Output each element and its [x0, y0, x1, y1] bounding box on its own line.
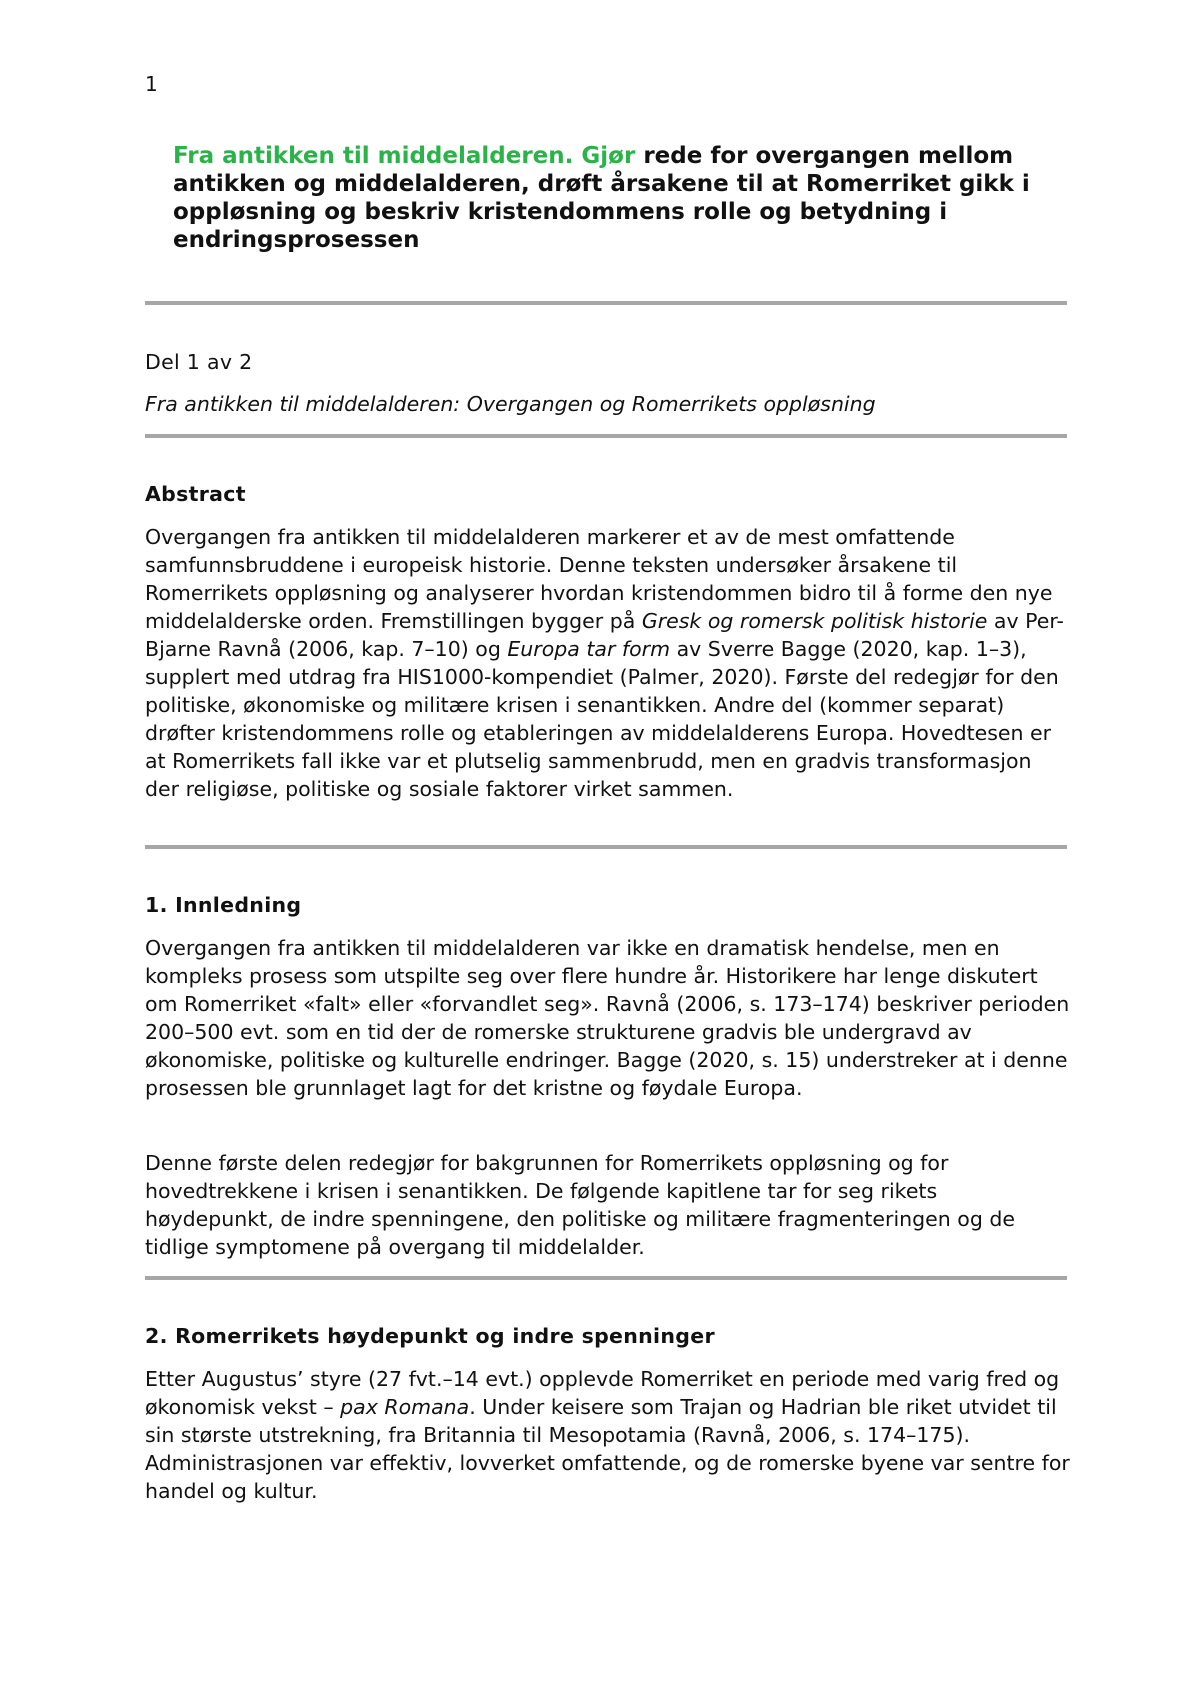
part-title: Fra antikken til middelalderen: Overgangen og Romerrikets oppløsning [145, 392, 876, 416]
section-2 [145, 1324, 1070, 1348]
book-title-ravna: Gresk og romersk politisk historie [641, 609, 988, 633]
part-label: Del 1 av 2 [145, 350, 253, 374]
abstract-text-2: av Per-Bjarne Ravnå (2006, kap. 7–10) og [145, 609, 1064, 661]
section-1-body-2 [145, 1149, 1070, 1261]
abstract-text-1: Overgangen fra antikken til middelalderen markerer et av de mest omfattende samfunnsbruddene i europeisk historie. Denne teksten undersøker årsakene til Romerrikets oppløsning og analyserer hvordan kristendommen bidro til å forme den nye middelalderske orden. Fremstillingen bygger på [145, 525, 1053, 633]
section-2-text-1: Etter Augustus’ styre (27 fvt.–14 evt.) opplevde Romerriket en periode med varig fred og økonomisk vekst – [145, 1367, 1060, 1419]
section-1-paragraph-2: Denne første delen redegjør for bakgrunnen for Romerrikets oppløsning og for hovedtrekkene i krisen i senantikken. De følgende kapitlene tar for seg rikets høydepunkt, de indre spenningene, den politiske og militære fragmenteringen og de tidlige symptomene på overgang til middelalder. [145, 1151, 1015, 1259]
book-title-bagge: Europa tar form [507, 637, 671, 661]
section-1-paragraph-1: Overgangen fra antikken til middelalderen var ikke en dramatisk hendelse, men en kompleks prosess som utspilte seg over flere hundre år. Historikere har lenge diskutert om Romerriket «falt» eller «forvandlet seg». Ravnå (2006, s. 173–174) beskriver perioden 200–500 evt. som en tid der de romerske strukturene gradvis ble undergravd av økonomiske, politiske og kulturelle endringer. Bagge (2020, s. 15) understreker at i denne prosessen ble grunnlaget lagt for det kristne og føydale Europa. [145, 936, 1070, 1100]
section-1-heading: 1. Innledning [145, 893, 302, 917]
assignment-prompt [173, 142, 1073, 254]
part-title-block [145, 392, 1070, 416]
section-2-paragraph-1 [145, 1365, 1070, 1505]
divider [145, 845, 1067, 849]
abstract-paragraph [145, 523, 1070, 803]
section-1-body [145, 934, 1070, 1102]
assignment-verb: Gjør [581, 143, 636, 169]
section-1 [145, 893, 1070, 917]
divider [145, 1276, 1067, 1280]
abstract-heading: Abstract [145, 482, 246, 506]
latin-term: pax Romana [340, 1395, 470, 1419]
section-2-heading: 2. Romerrikets høydepunkt og indre spenninger [145, 1324, 715, 1348]
abstract-section [145, 482, 1070, 506]
part-header [145, 350, 1070, 374]
section-2-text-2: . Under keisere som Trajan og Hadrian ble riket utvidet til sin største utstrekning, fra Britannia til Mesopotamia (Ravnå, 2006, s. 174–175). Administrasjonen var effektiv, lovverket omfattende, og de romerske byene var sentre for handel og kultur. [145, 1395, 1070, 1503]
divider [145, 434, 1067, 438]
assignment-title: Fra antikken til middelalderen. [173, 143, 574, 169]
divider [145, 301, 1067, 305]
assignment-text: rede for overgangen mellom antikken og middelalderen, drøft årsakene til at Romerriket gikk i oppløsning og beskriv kristendommens rolle og betydning i endringsprosessen [173, 143, 1030, 253]
section-2-body [145, 1365, 1070, 1505]
abstract-text-3: av Sverre Bagge (2020, kap. 1–3), supplert med utdrag fra HIS1000-kompendiet (Palmer, 2020). Første del redegjør for den politiske, økonomiske og militære krisen i senantikken. Andre del (kommer separat) drøfter kristendommens rolle og etableringen av middelalderens Europa. Hovedtesen er at Romerrikets fall ikke var et plutselig sammenbrudd, men en gradvis transformasjon der religiøse, politiske og sosiale faktorer virket sammen. [145, 637, 1059, 801]
page-number: 1 [145, 72, 158, 96]
abstract-body [145, 523, 1070, 803]
